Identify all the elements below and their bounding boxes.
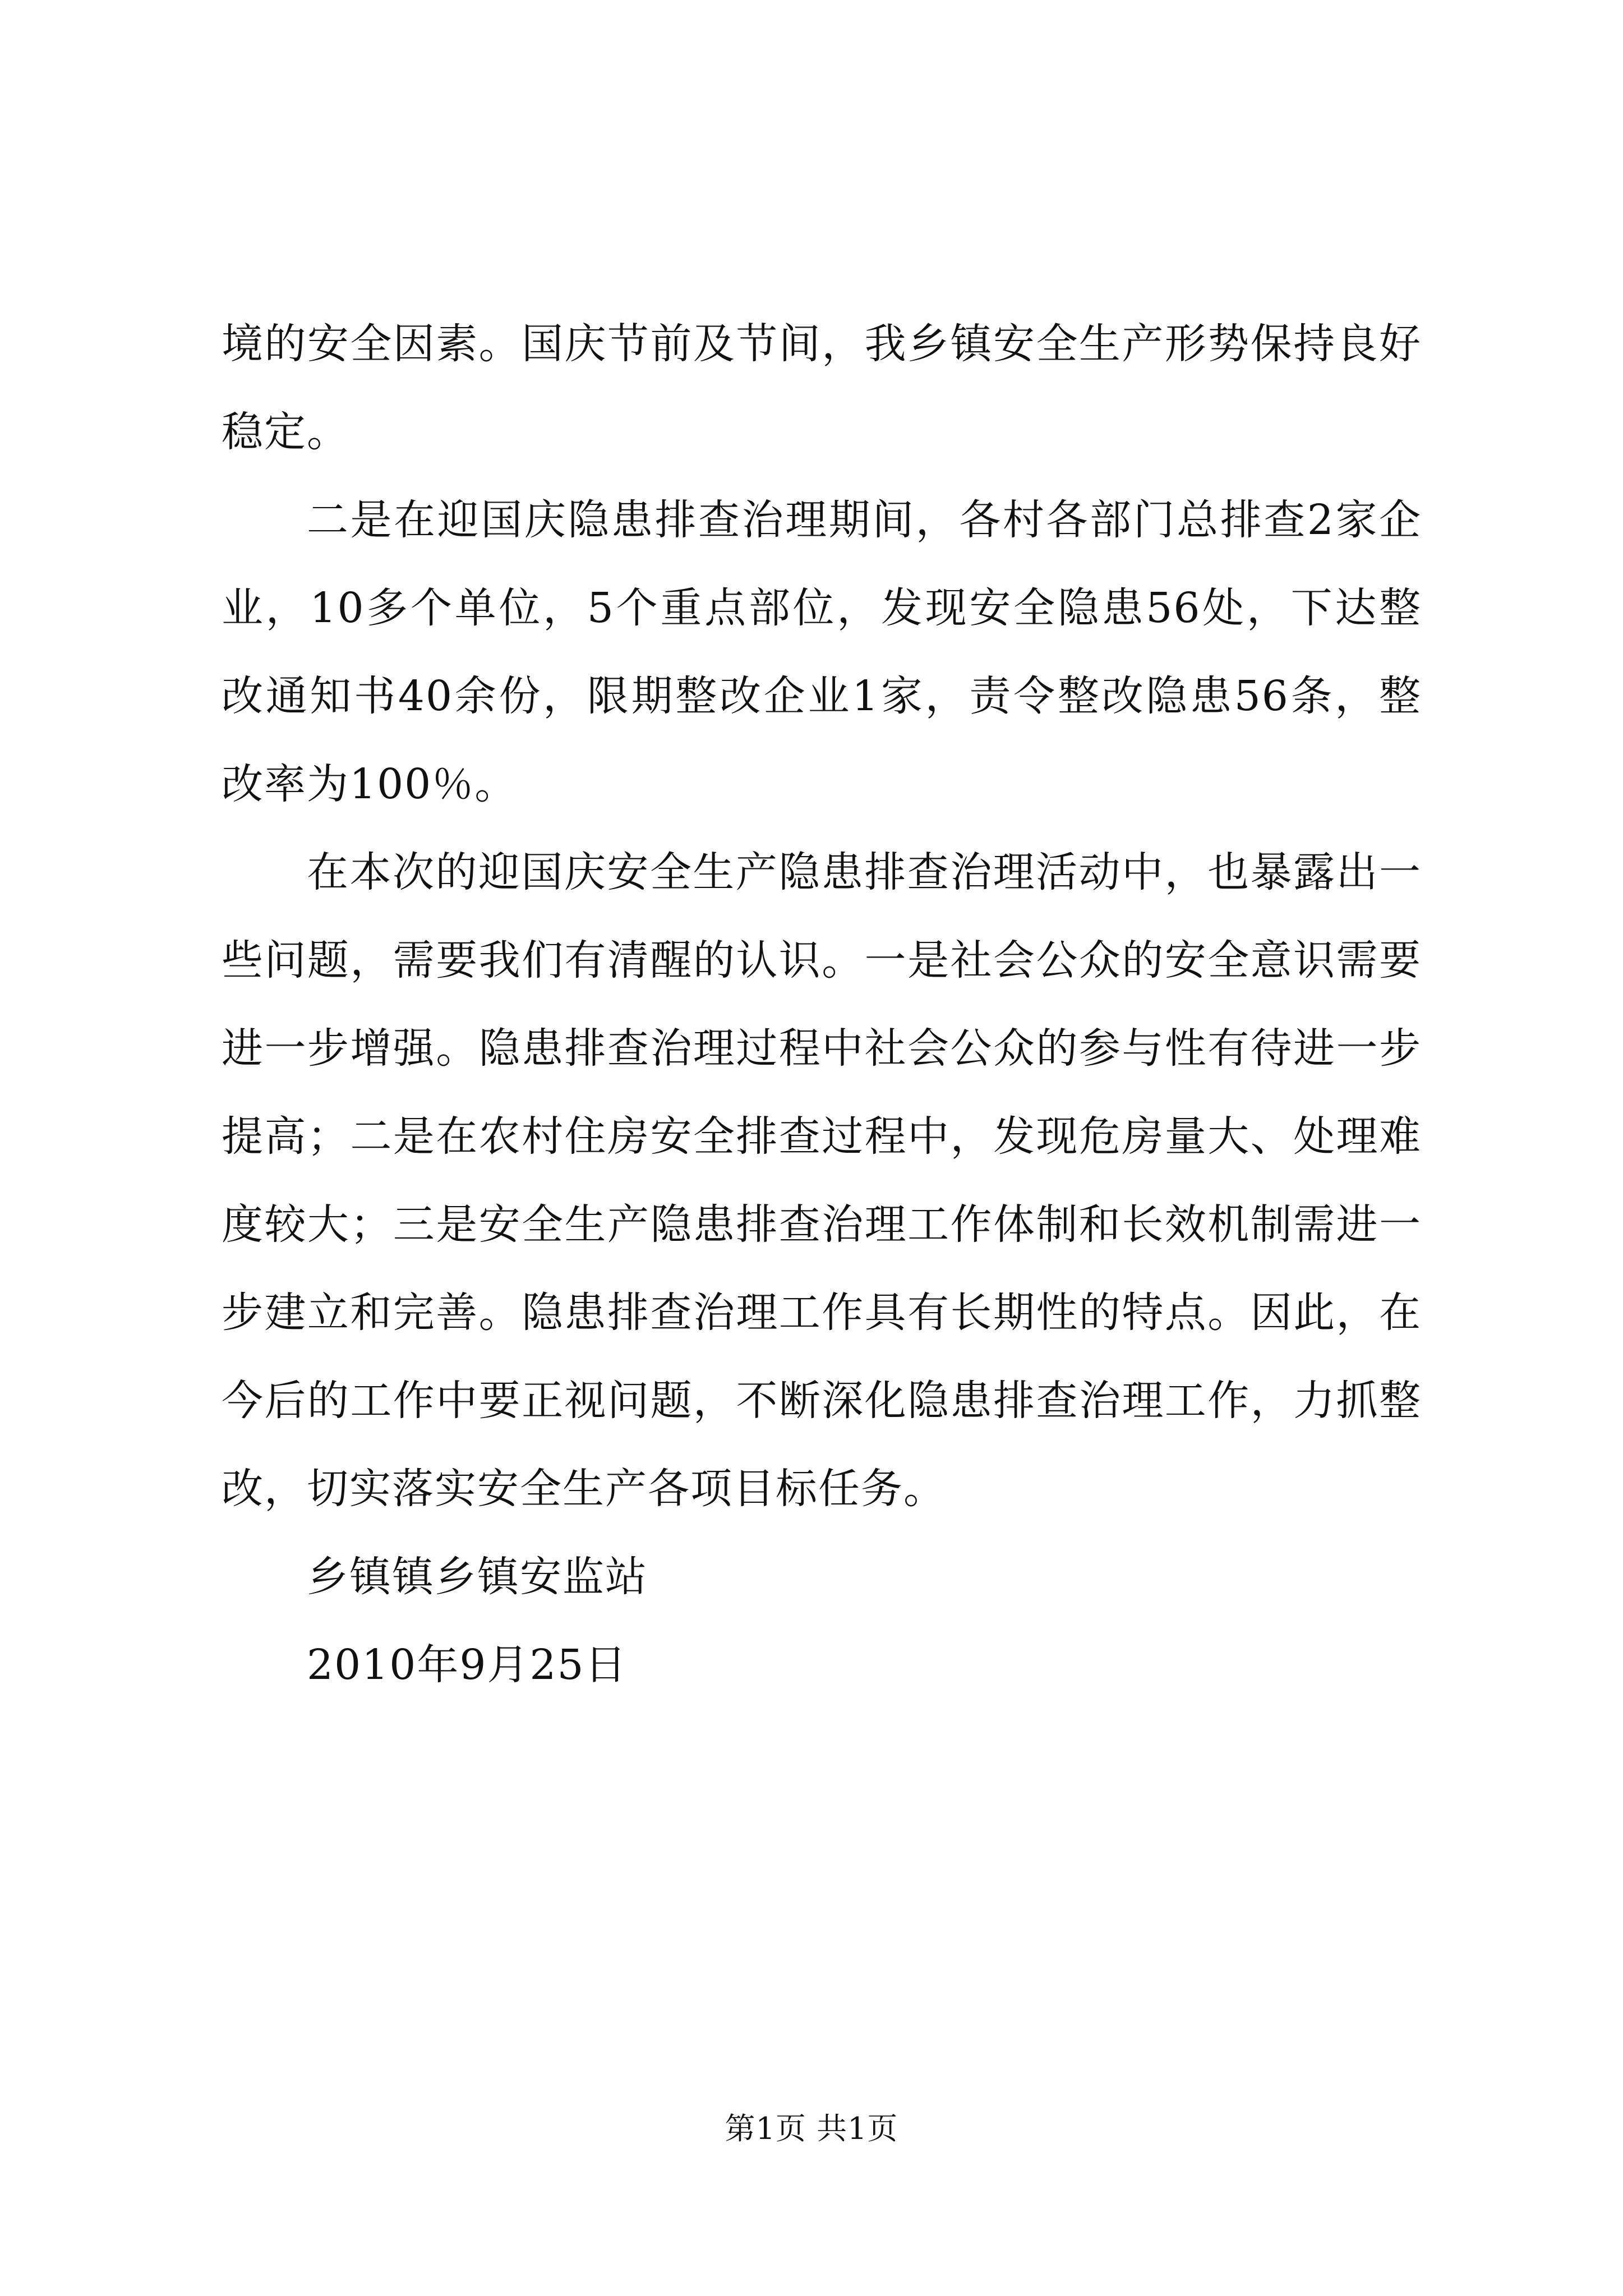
date-line: 2010年9月25日 xyxy=(307,1641,628,1689)
paragraph-continuation: 境的安全因素。国庆节前及节间，我乡镇安全生产形势保持良好稳定。 xyxy=(222,320,1422,456)
page-number-footer: 第1页 共1页 xyxy=(725,2111,898,2146)
signature-line: 乡镇镇乡镇安监站 xyxy=(307,1553,648,1601)
paragraph-problems: 在本次的迎国庆安全生产隐患排查治理活动中，也暴露出一些问题，需要我们有清醒的认识。一是社会公众的安全意识需要进一步增强。隐患排查治理过程中社会公众的参与性有待进一步提高；二是在农村住房安全排查过程中，发现危房量大、处理难度较大；三是安全生产隐患排查治理工作体制和长效机制需进一步建立和完善。隐患排查治理工作具有长期性的特点。因此，在今后的工作中要正视问题，不断深化隐患排查治理工作，力抓整改，切实落实安全生产各项目标任务。 xyxy=(222,848,1422,1513)
paragraph-inspection-results: 二是在迎国庆隐患排查治理期间，各村各部门总排查2家企业，10多个单位，5个重点部位，发现安全隐患56处，下达整改通知书40余份，限期整改企业1家，责令整改隐患56条，整改率为100％。 xyxy=(222,496,1422,808)
document-body xyxy=(222,300,1422,1709)
